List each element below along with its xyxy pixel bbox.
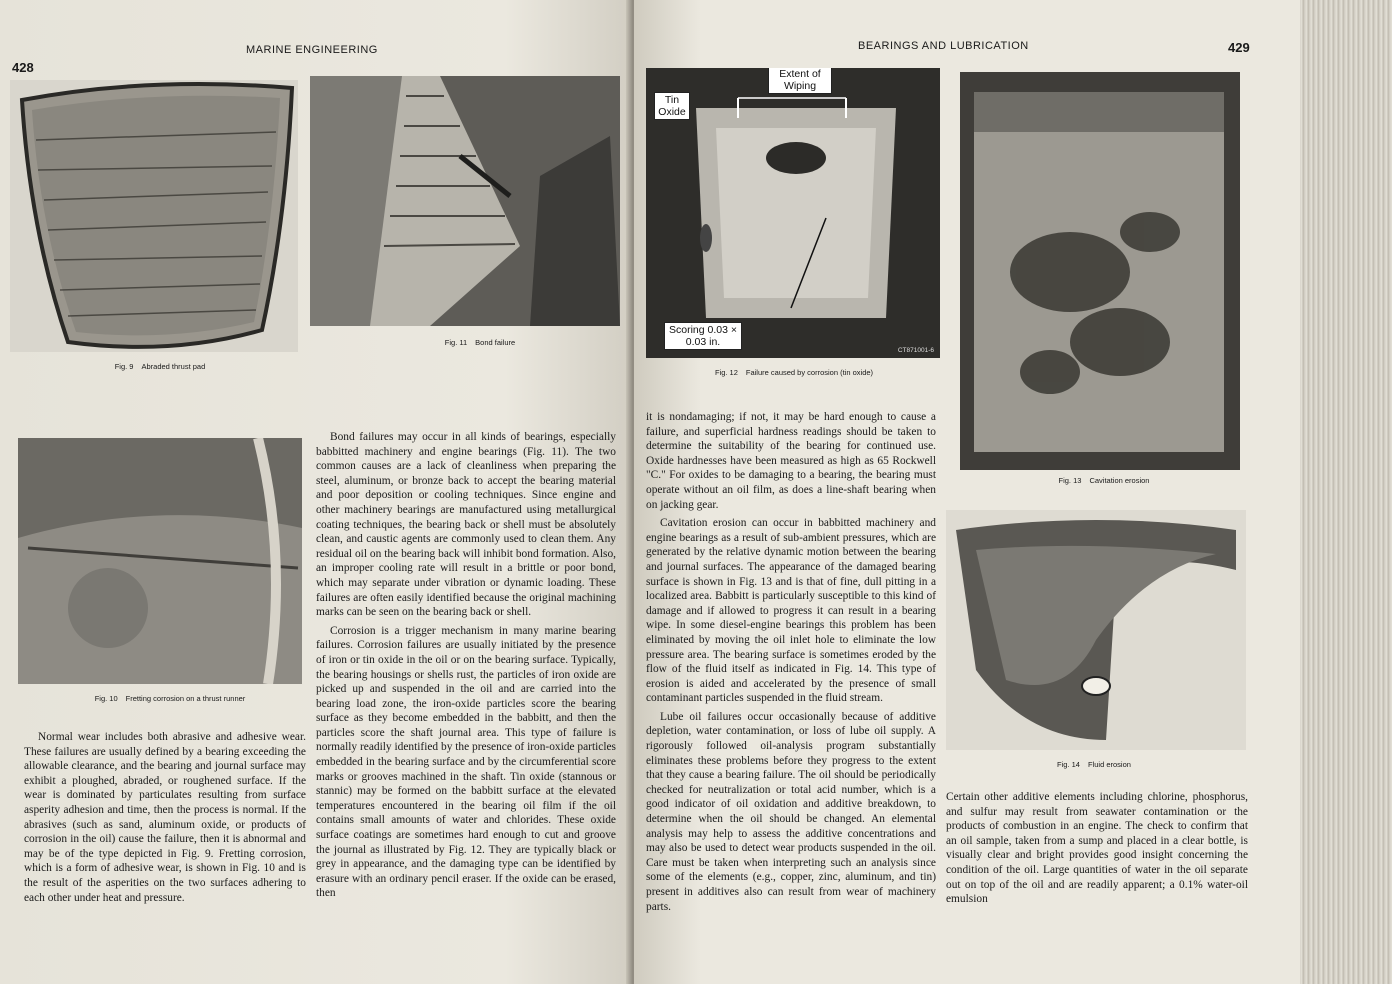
paragraph: Cavitation erosion can occur in babbitted machinery and engine bearings as a result of sub-ambient pressures, which are generated by the relative dynamic motion between the bearing and journal surfaces. The appearance of the damaged bearing surface is shown in Fig. 13 and is that of fine, dull pitting in a localized area. Babbitt is particularly susceptible to this kind of damage and if allowed to progress it can result in a bearing wipe. In some diesel-engine bearings this problem has been eliminated by moving the oil inlet hole to eliminate the low pressure area. The bearing surface is sometimes eroded by the flow of the fluid itself as indicated in Fig. 14. This type of erosion is aided and accelerated by the presence of small contaminant particles suspended in the fluid stream. (646, 517, 936, 705)
fig14-text: Fluid erosion (1087, 760, 1131, 769)
fig11-caption (380, 338, 580, 347)
right-page (634, 0, 1300, 984)
fig11-text: Bond failure (475, 338, 516, 347)
fig13-caption (1014, 476, 1194, 485)
fig14-caption (1014, 760, 1174, 769)
paragraph: Normal wear includes both abrasive and adhesive wear. These failures are usually defined by a bearing exceeding the allowable clearance, and the bearing and journal surface may exhibit a ploughed, abraded, or roughened surface. If the wear is dominated by particulates resulting from surface asperity adhesion and time, then the process is normal. If the abrasives (such as sand, aluminum oxide, or products of corrosion in the oil) cause the failure, then it is abnormal and may be of the type depicted in Fig. 9. Fretting corrosion, which is a form of adhesive wear, is shown in Fig. 10 and is the result of the asperities on the two surfaces adhering to each other under heat and pressure. (24, 731, 306, 904)
fig10-caption (60, 694, 280, 703)
fig10-text: Fretting corrosion on a thrust runner (125, 694, 246, 703)
fig13-photo (960, 72, 1240, 470)
left-page (0, 0, 632, 984)
left-text-column-1 (24, 730, 306, 909)
fig12-text: Failure caused by corrosion (tin oxide) (745, 368, 874, 377)
fig9-text: Abraded thrust pad (141, 362, 206, 371)
right-page-number: 429 (1228, 40, 1250, 55)
paragraph: Lube oil failures occur occasionally because of additive depletion, water contamination, or loss of lube oil supply. A rigorously followed oil-analysis program substantially eliminates these problems before they progress to the extent that they cause a bearing failure. The oil should be periodically checked for neutralization or total acid number, which is a good indicator of oil oxidation and additive breakdown, to determine when the oil should be changed. An elemental analysis may help to assess the additive concentrations and may also be used to detect wear products suspended in the oil. Care must be taken when interpreting such an analysis since some of the elements (e.g., copper, zinc, aluminum, and tin) present in additives also can result from wear of machinery parts. (646, 710, 936, 913)
book-page-edges (1300, 0, 1392, 984)
paragraph: Certain other additive elements including chlorine, phosphorus, and sulfur may result from seawater contamination or the products of combustion in an engine. The check to confirm that an oil sample, taken from a sump and placed in a clear bottle, is visually clear and bright provides good insight concerning the condition of the oil. Large quantities of water in the oil separate out on top of the oil and are readily apparent; a 0.1% water-oil emulsion (946, 791, 1248, 906)
left-text-column-2 (316, 430, 616, 905)
fig9-photo (10, 80, 298, 352)
fig11-photo (310, 76, 620, 326)
fig13-number: Fig. 13 (1058, 476, 1082, 485)
right-text-column-1 (646, 410, 936, 918)
fig11-number: Fig. 11 (444, 338, 468, 347)
right-running-head: BEARINGS AND LUBRICATION (858, 40, 1029, 52)
extent-of-wiping-label: Extent of Wiping (768, 68, 832, 94)
figure-code: CT871001-6 (897, 347, 934, 354)
fig12-caption (674, 368, 914, 377)
fig14-number: Fig. 14 (1057, 760, 1080, 769)
paragraph: Bond failures may occur in all kinds of bearings, especially babbitted machinery and engine bearings (Fig. 11). The two common causes are a lack of cleanliness when preparing the steel, aluminum, or bronze back to accept the bearing material and poor deposition or cooling techniques. Since engine and other machinery bearings are manufactured using metallurgical coating techniques, the bearing back or shell must be absolutely clean, and caustic agents are commonly used to clean them. Any residual oil on the bearing back will inhibit bond formation. Also, an improper cooling rate will result in a brittle or poor bond, which may separate under vibration or dynamic loading. These failures are often easily identified because the original machining marks can be seen on the bearing back or shell. (316, 431, 616, 619)
left-page-number: 428 (12, 60, 34, 75)
paragraph: it is nondamaging; if not, it may be hard enough to cause a failure, and superficial hardness readings should be taken to determine the suitability of the bearing for continued use. Oxide hardnesses have been measured as high as 65 Rockwell "C." For oxides to be damaging to a bearing, the bearing must operate without an oil film, as does a line-shaft bearing when on jacking gear. (646, 411, 936, 511)
fig12-photo (646, 68, 940, 358)
paragraph: Corrosion is a trigger mechanism in many marine bearing failures. Corrosion failures are usually initiated by the presence of iron or tin oxide in the oil or on the bearing surface. Typically, the bearing housings or shells rust, the particles of iron oxide are picked up and suspended in the oil and are carried into the bearing load zone, the iron-oxide particles score the bearing surface as they become embedded in the babbitt, and then the particles score the shaft journal area. This type of failure is normally readily identified by the presence of iron-oxide particles embedded in the bearing surface and by the circumferential score marks or grooves machined in the shaft. Tin oxide (stannous or stannic) may be formed on the babbitt surface at the elevated temperatures encountered in the bearing oil film if the oil contains small amounts of water and chlorides. These oxide surface coatings are sometimes hard enough to cut and groove the journal as illustrated by Fig. 12. They are typically black or grey in appearance, and the damaging type can be identified by erasure with an ordinary pencil eraser. If the oxide can be erased, then (316, 624, 616, 900)
fig9-caption (60, 362, 260, 371)
fig9-number: Fig. 9 (114, 362, 134, 371)
right-text-column-2 (946, 790, 1248, 911)
fig12-number: Fig. 12 (714, 368, 738, 377)
left-running-head: MARINE ENGINEERING (246, 44, 378, 56)
scoring-label: Scoring 0.03 × 0.03 in. (664, 322, 742, 350)
fig10-photo (18, 438, 302, 684)
fig14-photo (946, 510, 1246, 750)
fig13-text: Cavitation erosion (1089, 476, 1150, 485)
fig10-number: Fig. 10 (94, 694, 118, 703)
tin-oxide-label: Tin Oxide (654, 92, 690, 120)
